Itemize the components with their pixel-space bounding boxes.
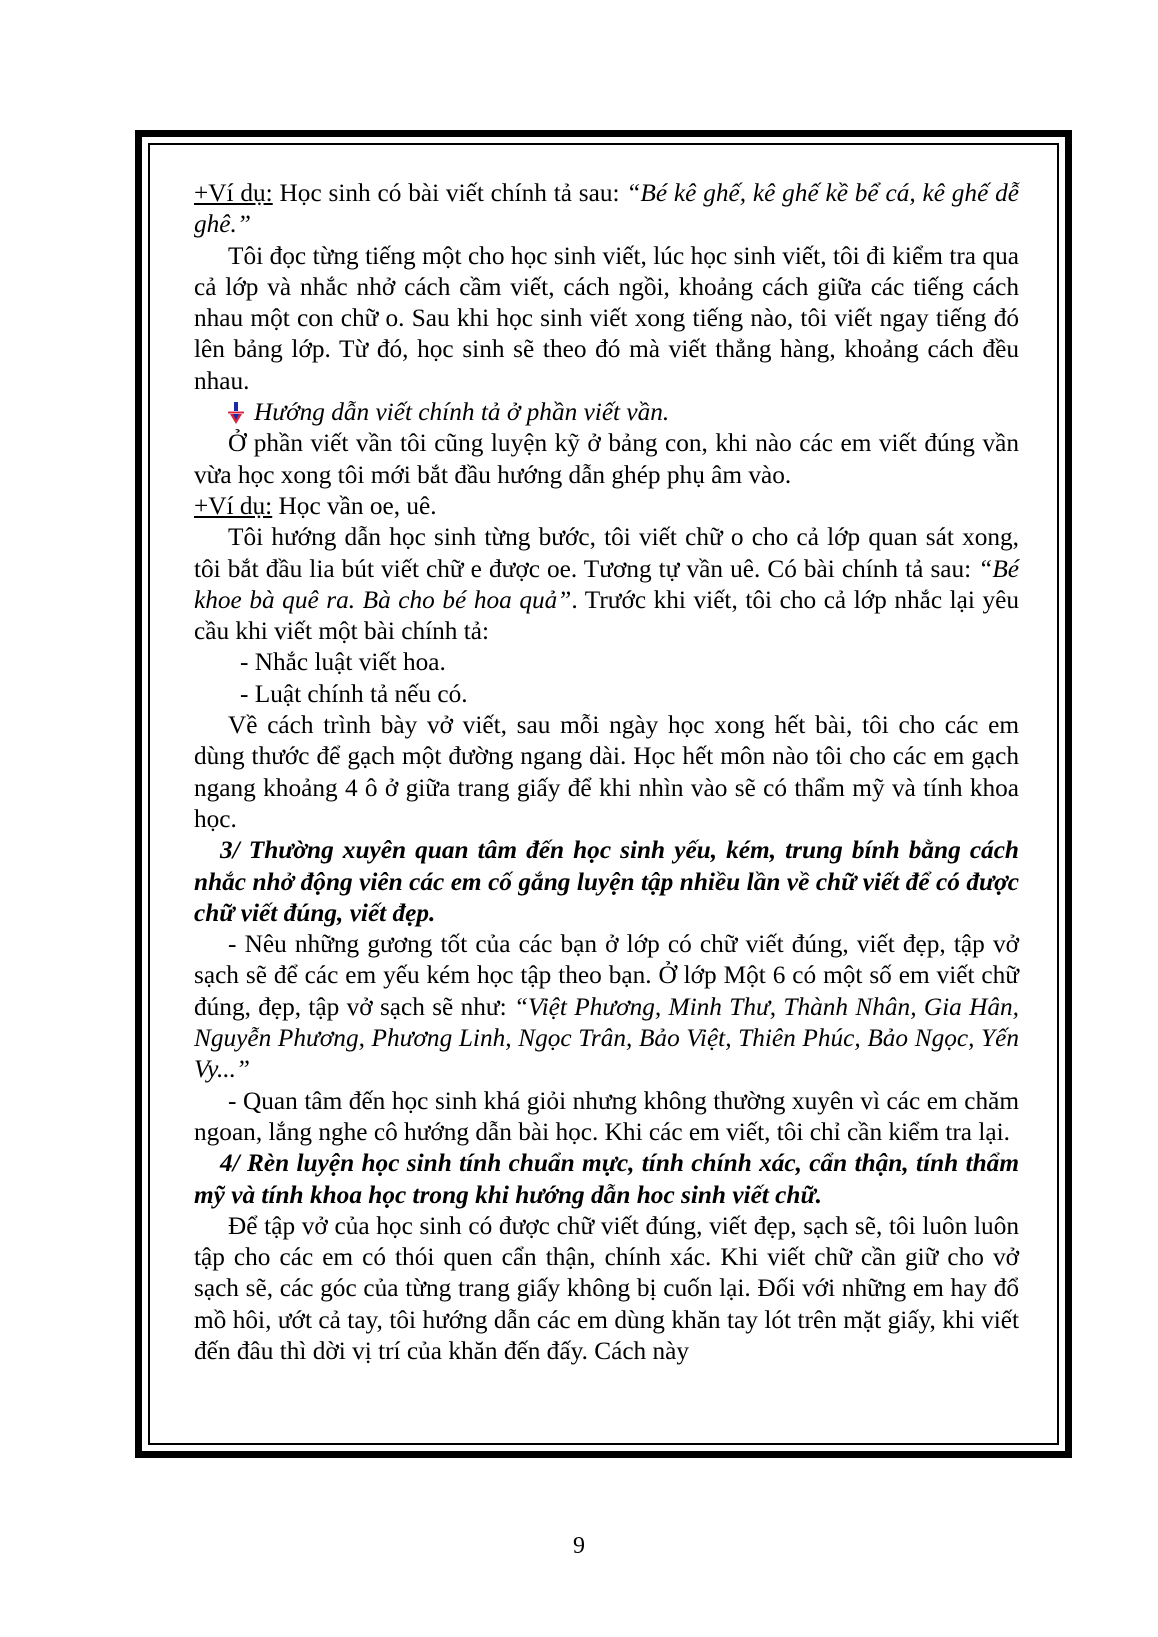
example-paragraph-1: +Ví dụ: Học sinh có bài viết chính tả sau: “Bé kê ghế, kê ghế kề bể cá, kê ghế dễ ghê.” <box>194 179 1020 239</box>
list-item: - Luật chính tả nếu có. <box>240 679 468 708</box>
page-number: 9 <box>573 1533 585 1559</box>
paragraph-neatness: Để tập vở của học sinh có được chữ viết đúng, viết đẹp, sạch sẽ, tôi luôn luôn tập cho các em có thói quen cẩn thận, chính xác. Khi viết chữ cần giữ cho vở sạch sẽ, các góc của từng trang giấy không bị cuốn lại. Đối với những em hay đổ mồ hôi, ướt cả tay, tôi hướng dẫn các em dùng khăn tay lót trên mặt giấy, khi viết đến đâu thì dời vị trí của khăn đến đấy. Cách này <box>194 1211 1019 1365</box>
paragraph-notebook-layout: Về cách trình bày vở viết, sau mỗi ngày học xong hết bài, tôi cho các em dùng thước để gạch một đường ngang dài. Học hết môn nào tôi cho các em gạch ngang khoảng 4 ô ở giữa trang giấy để khi nhìn vào sẽ có thẩm mỹ và tính khoa học. <box>194 711 1019 833</box>
section-heading-3: 3/ Thường xuyên quan tâm đến học sinh yếu, kém, trung bính bằng cách nhắc nhở động viên các em cố gắng luyện tập nhiều lần về chữ viết để có được chữ viết đúng, viết đẹp. <box>194 836 1019 927</box>
student-names-quote: “Việt Phương, Minh Thư, Thành Nhân, Gia Hân, Nguyễn Phương, Phương Linh, Ngọc Trân, Bảo Việt, Thiên Phúc, Bảo Ngọc, Yến Vy...” <box>194 992 1019 1084</box>
example-paragraph-2: +Ví dụ: Học vần oe, uê. <box>194 491 437 520</box>
subheading-text: Hướng dẫn viết chính tả ở phần viết vần. <box>254 398 670 427</box>
paragraph-step-by-step: Tôi hướng dẫn học sinh từng bước, tôi viết chữ o cho cả lớp quan sát xong, tôi bắt đầu lia bút viết chữ e được oe. Tương tự vần uê. Có bài chính tả sau: “Bé khoe bà quê ra. Bà cho bé hoa quả”. Trước khi viết, tôi cho cả lớp nhắc lại yêu cầu khi viết một bài chính tả: <box>194 523 1020 646</box>
paragraph-rhyme-practice: Ở phần viết vần tôi cũng luyện kỹ ở bảng con, khi nào các em viết đúng vần vừa học xong tôi mới bắt đầu hướng dẫn ghép phụ âm vào. <box>194 429 1019 489</box>
example-label: +Ví dụ: <box>194 179 273 207</box>
example-quote: “Bé kê ghế, kê ghế kề bể cá, kê ghế dễ ghê.” <box>194 179 1020 239</box>
dictation-quote: “Bé khoe bà quê ra. Bà cho bé hoa quả” <box>194 554 1019 614</box>
arrow-down-icon <box>228 402 244 424</box>
paragraph-good-examples: - Nêu những gương tốt của các bạn ở lớp có chữ viết đúng, viết đẹp, tập vở sạch sẽ để các em yếu kém học tập theo bạn. Ở lớp Một 6 có một số em viết chữ đúng, đẹp, tập vở sạch sẽ như: “Việt Phương, Minh Thư, Thành Nhân, Gia Hân, Nguyễn Phương, Phương Linh, Ngọc Trân, Bảo Việt, Thiên Phúc, Bảo Ngọc, Yến Vy...” <box>194 930 1019 1084</box>
example-label: +Ví dụ: <box>194 491 273 520</box>
paragraph-good-students: - Quan tâm đến học sinh khá giỏi nhưng không thường xuyên vì các em chăm ngoan, lắng nghe cô hướng dẫn bài học. Khi các em viết, tôi chỉ cần kiểm tra lại. <box>194 1086 1019 1146</box>
subheading-rhyme-writing <box>194 397 1019 428</box>
document-body <box>194 178 1019 1367</box>
list-item: - Nhắc luật viết hoa. <box>240 648 446 677</box>
section-heading-4: 4/ Rèn luyện học sinh tính chuẩn mực, tính chính xác, cẩn thận, tính thẩm mỹ và tính khoa học trong khi hướng dẫn hoc sinh viết chữ. <box>194 1149 1019 1209</box>
paragraph-dictation: Tôi đọc từng tiếng một cho học sinh viết, lúc học sinh viết, tôi đi kiểm tra qua cả lớp và nhắc nhở cách cầm viết, cách ngồi, khoảng cách giữa các tiếng cách nhau một con chữ o. Sau khi học sinh viết xong tiếng nào, tôi viết ngay tiếng đó lên bảng lớp. Từ đó, học sinh sẽ theo đó mà viết thẳng hàng, khoảng cách đều nhau. <box>194 241 1019 395</box>
